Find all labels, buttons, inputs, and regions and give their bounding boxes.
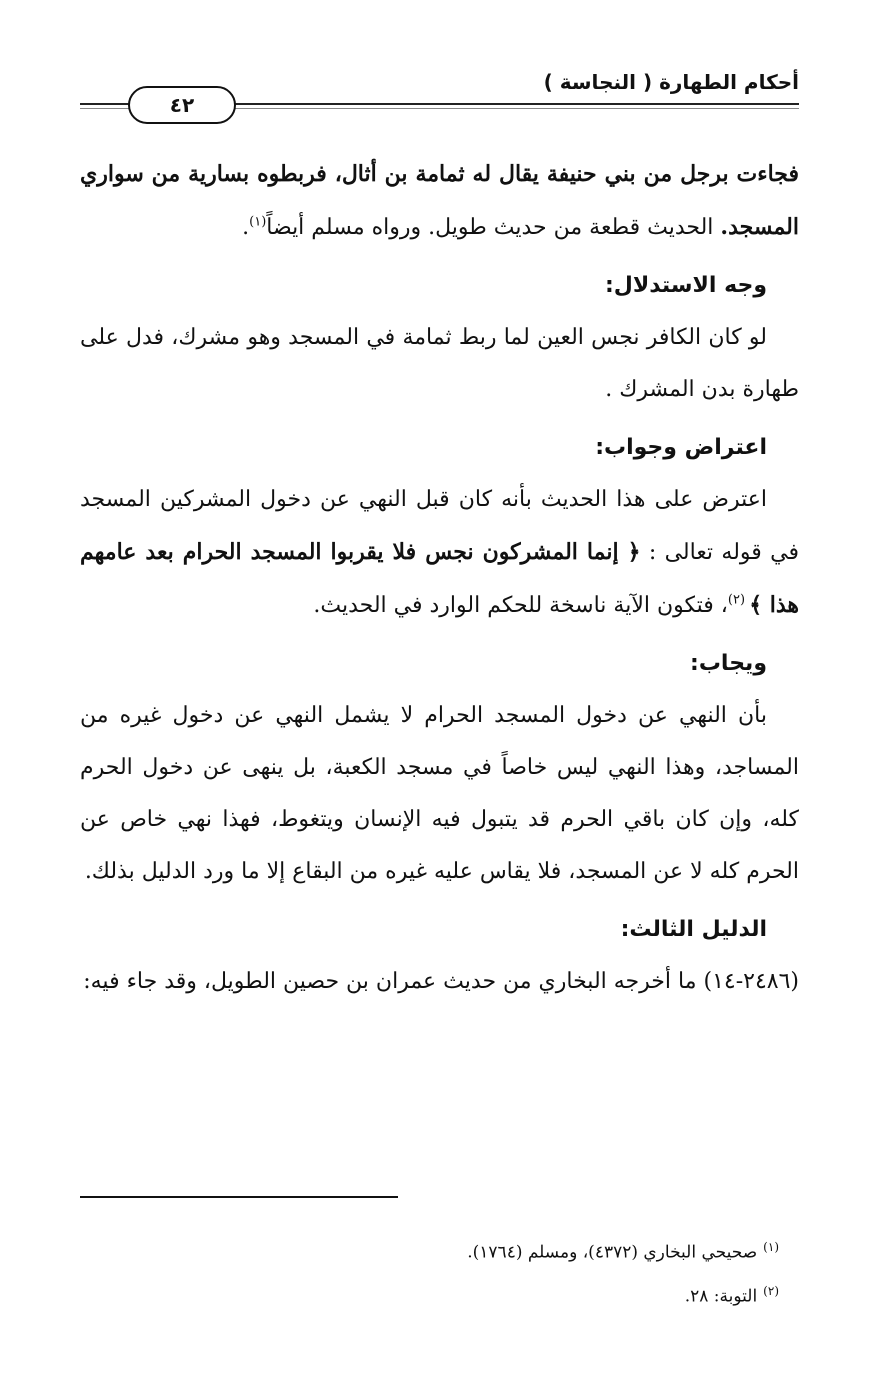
period: . bbox=[242, 215, 250, 240]
page-number: ٤٢ bbox=[169, 93, 195, 117]
running-title: أحكام الطهارة ( النجاسة ) bbox=[543, 70, 799, 94]
paragraph-answer: بأن النهي عن دخول المسجد الحرام لا يشمل النهي عن دخول غيره من المساجد، وهذا النهي ليس خاصاً في مسجد الكعبة، بل ينهى عن دخول الحرم كله، وإن كان باقي الحرم قد يتبول فيه الإنسان ويتغوط، فهذا نهي خاص عن الحرم كله لا عن المسجد، فلا يقاس عليه غيره من البقاع إلا ما ورد الدليل بذلك. bbox=[80, 703, 799, 884]
paragraph-objection bbox=[80, 474, 799, 632]
main-text bbox=[80, 148, 799, 1008]
heading-answer: ويجاب: bbox=[690, 651, 767, 676]
heading-inference: وجه الاستدلال: bbox=[604, 273, 767, 298]
footnote-separator bbox=[80, 1196, 398, 1198]
objection-end: ، فتكون الآية ناسخة للحكم الوارد في الحديث. bbox=[313, 593, 728, 618]
paragraph-inference: لو كان الكافر نجس العين لما ربط ثمامة في المسجد وهو مشرك، فدل على طهارة بدن المشرك . bbox=[80, 325, 799, 402]
footnote-ref-1[interactable]: (١) bbox=[249, 214, 267, 230]
footnote-text: صحيحي البخاري (٤٣٧٢)، ومسلم (١٧٦٤). bbox=[467, 1242, 758, 1263]
paragraph-hadith bbox=[80, 148, 799, 254]
footnote-2 bbox=[80, 1272, 779, 1316]
footnote-text: التوبة: ٢٨. bbox=[684, 1286, 758, 1307]
footnotes bbox=[80, 1228, 779, 1315]
hadith-text: فجاءت برجل من بني حنيفة يقال له ثمامة بن أثال، فربطوه بسارية من سواري المسجد. bbox=[80, 161, 799, 240]
footnote-mark: (١) bbox=[763, 1240, 779, 1254]
quran-quote: ﴿ إنما المشركون نجس فلا يقربوا المسجد الحرام بعد عامهم هذا ﴾ bbox=[80, 539, 799, 618]
heading-objection: اعتراض وجواب: bbox=[595, 435, 767, 460]
heading-third-evidence: الدليل الثالث: bbox=[620, 917, 767, 942]
objection-intro: اعترض على هذا الحديث بأنه كان قبل النهي عن دخول المشركين المسجد في قوله تعالى : bbox=[80, 487, 799, 565]
paragraph-third-evidence: (٢٤٨٦-١٤) ما أخرجه البخاري من حديث عمران بن حصين الطويل، وقد جاء فيه: bbox=[83, 969, 799, 994]
footnote-mark: (٢) bbox=[763, 1283, 779, 1298]
footnote-ref-2[interactable]: (٢) bbox=[727, 592, 750, 608]
hadith-comment: الحديث قطعة من حديث طويل. ورواه مسلم أيضاً bbox=[266, 215, 721, 240]
footnote-1 bbox=[80, 1228, 779, 1272]
page-number-badge bbox=[128, 86, 236, 124]
